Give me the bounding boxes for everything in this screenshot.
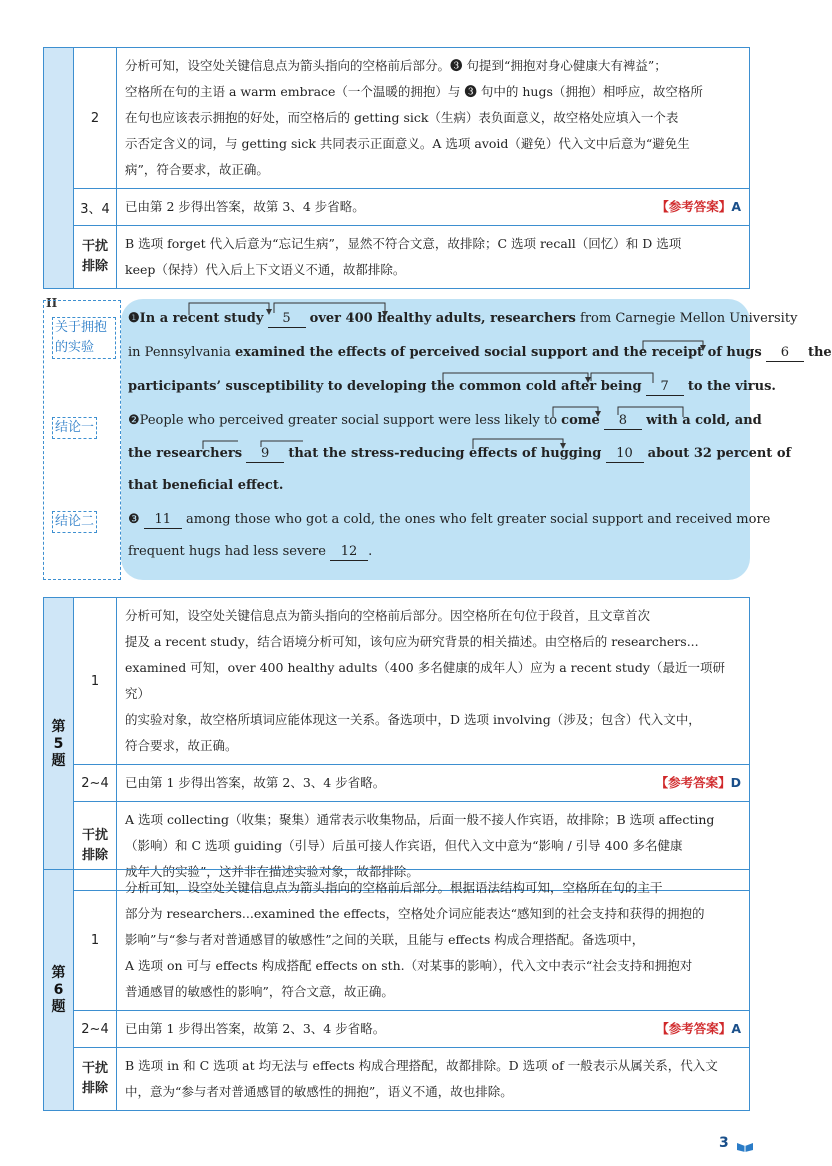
question-label-cell [44, 870, 74, 1111]
passage-line [128, 477, 740, 495]
passage-text: the researchers [128, 446, 243, 461]
distractor-text [117, 226, 750, 289]
step-number: 2~4 [74, 1011, 117, 1048]
question-label: 第 [51, 964, 66, 981]
passage-text: come [561, 413, 600, 428]
passage-text: . [368, 544, 373, 559]
passage-text: frequent hugs had less severe [128, 544, 326, 559]
text-line: 在句也应该表示拥抱的好处，而空格后的 getting sick（生病）表负面意义，故空格处应填入一个表 [125, 110, 679, 125]
text-line: 的实验对象，故空格所填词应能体现这一关系。备选项中，D 选项 involving（涉及；包含）代入文中， [125, 712, 701, 727]
blank-10: 10 [606, 446, 644, 463]
passage-text: that beneficial effect. [128, 478, 284, 493]
passage-text: with a cold, and [646, 413, 762, 428]
text-line: 病”，符合要求，故正确。 [125, 162, 269, 177]
step-number: 2~4 [74, 765, 117, 802]
question-label-cell [44, 48, 74, 289]
answer-label: 【参考答案】 [656, 1021, 732, 1036]
blank-5: 5 [268, 311, 306, 328]
step-skip-text [117, 1011, 750, 1048]
blank-9: 9 [246, 446, 284, 463]
label-line: 关于拥抱 [55, 320, 108, 335]
step-skip-text [117, 189, 750, 226]
text-line: 提及 a recent study，结合语境分析可知，该句应为研究背景的相关描述。由空格后的 researchers... [125, 634, 699, 649]
text-line: 成年人的实验”，这并非在描述实验对象，故都排除。 [125, 864, 419, 879]
answer-label: 【参考答案】 [655, 775, 731, 790]
answer-letter: D [730, 775, 741, 790]
passage-line [128, 445, 792, 463]
book-icon [736, 1140, 754, 1152]
question-label: 6 [53, 981, 64, 998]
table-q6 [43, 869, 750, 1111]
text-line: 部分为 researchers...examined the effects，空格处介词应能表达“感知到的社会支持和获得的拥抱的 [125, 906, 705, 921]
text-line: 符合要求，故正确。 [125, 738, 238, 753]
passage-line [128, 378, 776, 396]
passage-text: examined the effects of perceived social support and the receipt of hugs [234, 345, 762, 360]
passage-line [128, 543, 740, 561]
text-line: 普通感冒的敏感性的影响”，符合文意，故正确。 [125, 984, 394, 999]
question-label: 题 [51, 752, 66, 769]
section-number: II [46, 296, 58, 310]
blank-7: 7 [646, 379, 684, 396]
blank-6: 6 [766, 345, 804, 362]
passage-line [128, 344, 832, 362]
passage-text: ❸ [128, 512, 140, 527]
text-line: 分析可知，设空处关键信息点为箭头指向的空格前后部分。根据语法结构可知，空格所在句的主干 [125, 880, 663, 895]
passage-line [128, 412, 762, 430]
passage-line [128, 310, 798, 328]
question-label: 第 [51, 718, 66, 735]
analysis-text [117, 598, 750, 765]
question-label: 题 [51, 998, 66, 1015]
text-line: 中，意为“参与者对普通感冒的敏感性的拥抱”，语义不通，故也排除。 [125, 1084, 513, 1099]
label-conclusion-one: 结论一 [52, 417, 97, 439]
page-number: 3 [719, 1135, 729, 1151]
text-line: 示否定含义的词，与 getting sick 共同表示正面意义。A 选项 avoid（避免）代入文中后意为“避免生 [125, 136, 690, 151]
text-line: 空格所在句的主语 a warm embrace（一个温暖的拥抱）与 ❸ 句中的 hugs（拥抱）相呼应，故空格所 [125, 84, 703, 99]
passage-text: among those who got a cold, the ones who felt greater social support and received more [185, 512, 771, 527]
step-number: 1 [74, 598, 117, 765]
answer-label: 【参考答案】 [656, 199, 732, 214]
distractor-label: 干扰排除 [74, 802, 117, 891]
reference-answer [656, 194, 741, 220]
distractor-label: 干扰排除 [74, 226, 117, 289]
passage-text: over 400 healthy adults, researchers [309, 311, 576, 326]
text-line: 已由第 1 步得出答案，故第 2、3、4 步省略。 [125, 775, 386, 790]
reference-answer [656, 1016, 741, 1042]
arrow-annotations [43, 293, 750, 580]
passage-text: that the stress-reducing effects of hugging [288, 446, 602, 461]
question-label-cell [44, 598, 74, 891]
table-q5 [43, 597, 750, 891]
text-line: 分析可知，设空处关键信息点为箭头指向的空格前后部分。因空格所在句位于段首，且文章首次 [125, 608, 651, 623]
blank-8: 8 [604, 413, 642, 430]
table-q4-continued [43, 47, 750, 289]
text-line: 影响”与“参与者对普通感冒的敏感性”之间的关联，且能与 effects 构成合理搭配。备选项中， [125, 932, 645, 947]
answer-letter: A [731, 199, 741, 214]
distractor-text [117, 1048, 750, 1111]
text-line: 已由第 2 步得出答案，故第 3、4 步省略。 [125, 199, 365, 214]
blank-11: 11 [144, 512, 182, 529]
step-number: 3、4 [74, 189, 117, 226]
passage-text: participants’ susceptibility to developing the common cold after being [128, 379, 642, 394]
label-line: 的实验 [55, 340, 95, 355]
step-skip-text [117, 765, 750, 802]
text-line: A 选项 on 可与 effects 构成搭配 effects on sth.（对某事的影响），代入文中表示“社会支持和拥抱对 [125, 958, 693, 973]
passage-text: in Pennsylvania [128, 345, 231, 360]
analysis-text [117, 48, 750, 189]
text-line: keep（保持）代入后上下文语义不通，故都排除。 [125, 262, 406, 277]
text-line: 已由第 1 步得出答案，故第 2、3、4 步省略。 [125, 1021, 386, 1036]
passage-section [43, 293, 832, 580]
passage-text: ❶In a recent study [128, 311, 264, 326]
label-conclusion-two: 结论二 [52, 511, 97, 533]
question-label: 5 [53, 735, 64, 752]
passage-text: to the virus. [687, 379, 776, 394]
passage-text: ❷People who perceived greater social support were less likely to [128, 413, 558, 428]
passage-line [128, 511, 771, 529]
text-line: B 选项 in 和 C 选项 at 均无法与 effects 构成合理搭配，故都排除。D 选项 of 一般表示从属关系，代入文 [125, 1058, 718, 1073]
blank-12: 12 [330, 544, 368, 561]
passage-text: the [807, 345, 832, 360]
text-line: examined 可知，over 400 healthy adults（400 多名健康的成年人）应为 a recent study（最近一项研究） [125, 660, 725, 701]
reference-answer [656, 770, 741, 796]
distractor-label: 干扰排除 [74, 1048, 117, 1111]
step-number: 2 [74, 48, 117, 189]
passage-text: from Carnegie Mellon University [580, 311, 798, 326]
passage-text: about 32 percent of [647, 446, 792, 461]
text-line: A 选项 collecting（收集；聚集）通常表示收集物品，后面一般不接人作宾语，故排除；B 选项 affecting [125, 812, 715, 827]
analysis-text [117, 870, 750, 1011]
text-line: （影响）和 C 选项 guiding（引导）后虽可接人作宾语，但代入文中意为“影响 / 引导 400 多名健康 [125, 838, 683, 853]
text-line: 分析可知，设空处关键信息点为箭头指向的空格前后部分。❸ 句提到“拥抱对身心健康大有裨益”； [125, 58, 667, 73]
answer-letter: A [731, 1021, 741, 1036]
step-number: 1 [74, 870, 117, 1011]
text-line: B 选项 forget 代入后意为“忘记生病”，显然不符合文意，故排除；C 选项 recall（回忆）和 D 选项 [125, 236, 682, 251]
